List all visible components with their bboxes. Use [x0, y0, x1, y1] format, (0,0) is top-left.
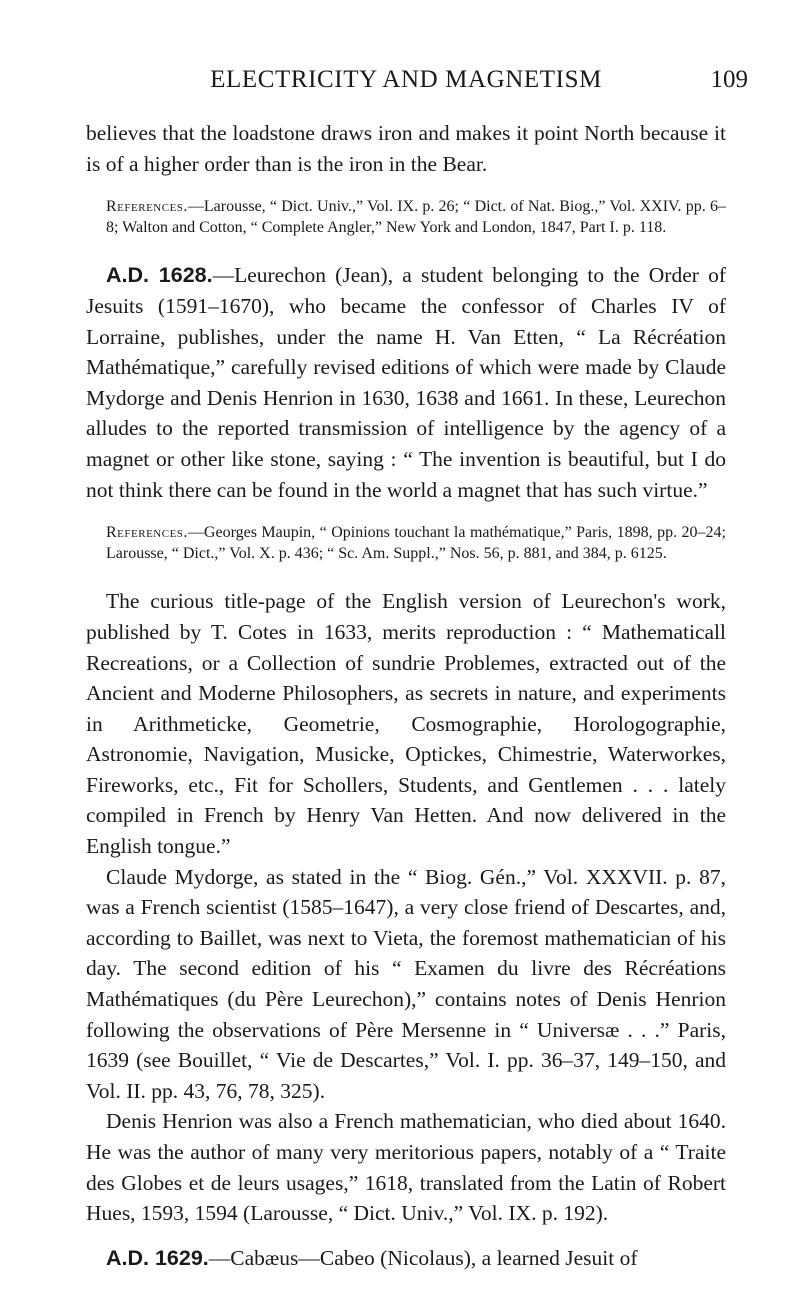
references-label: References. [106, 524, 188, 542]
running-title: ELECTRICITY AND MAGNETISM [210, 66, 602, 93]
references-block [86, 523, 726, 564]
page-header [86, 0, 748, 118]
entry-text: —Cabæus—Cabeo (Nicolaus), a learned Jesuit of [208, 1245, 638, 1270]
references-text: —Georges Maupin, “ Opinions touchant la mathématique,” Paris, 1898, pp. 20–24; Larousse, “ Dict.,” Vol. X. p. 436; “ Sc. Am. Suppl.,” Nos. 56, p. 881, and 384, p. 6125. [106, 524, 726, 562]
entry-1628 [86, 260, 726, 505]
entry-1629 [86, 1243, 726, 1274]
page-number: 109 [710, 66, 748, 93]
paragraph-title-page: The curious title-page of the English version of Leurechon's work, published by T. Cotes in 1633, merits reproduction : “ Mathematicall Recreations, or a Collection of sundrie Problemes, extracted out of the Ancient and Moderne Philosophers, as secrets in nature, and experiments in Arithmeticke, Geometrie, Cosmographie, Horologographie, Astronomie, Navigation, Musicke, Optickes, Chimestrie, Waterworkes, Fireworks, etc., Fit for Schollers, Students, and Gentlemen . . . lately compiled in French by Henry Van Hetten. And now delivered in the English tongue.” [86, 589, 726, 859]
paragraph-mydorge: Claude Mydorge, as stated in the “ Biog. Gén.,” Vol. XXXVII. p. 87, was a French scientist (1585–1647), a very close friend of Descartes, and, according to Baillet, was next to Vieta, the foremost mathematician of his day. The second edition of his “ Examen du livre des Récréations Mathématiques (du Père Leurechon),” contains notes of Denis Henrion following the observations of Père Mersenne in “ Universæ . . .” Paris, 1639 (see Bouillet, “ Vie de Descartes,” Vol. I. pp. 36–37, 149–150, and Vol. II. pp. 43, 76, 78, 325). [86, 864, 726, 1103]
references-block [86, 197, 726, 238]
paragraph-henrion: Denis Henrion was also a French mathematician, who died about 1640. He was the author of many very meritorious papers, notably of a “ Traite des Globes et de leurs usages,” 1618, translated from the Latin of Robert Hues, 1593, 1594 (Larousse, “ Dict. Univ.,” Vol. IX. p. 192). [86, 1109, 726, 1226]
references-text: —Larousse, “ Dict. Univ.,” Vol. IX. p. 26; “ Dict. of Nat. Biog.,” Vol. XXIV. pp. 6–8; Walton and Cotton, “ Complete Angler,” New York and London, 1847, Part I. p. 118. [106, 198, 726, 236]
entry-year: A.D. 1628. [106, 263, 213, 288]
references-label: References. [106, 198, 188, 216]
entry-year: A.D. 1629. [106, 1245, 209, 1270]
entry-text: —Leurechon (Jean), a student belonging to the Order of Jesuits (1591–1670), who became the confessor of Charles IV of Lorraine, publishes, under the name H. Van Etten, “ La Récréation Mathématique,” carefully revised editions of which were made by Claude Mydorge and Denis Henrion in 1630, 1638 and 1661. In these, Leurechon alludes to the reported transmission of intelligence by the agency of a magnet or other like stone, saying : “ The invention is beautiful, but I do not think there can be found in the world a magnet that has such virtue.” [86, 263, 726, 502]
book-page [86, 0, 748, 1273]
paragraph-continuation: believes that the loadstone draws iron and makes it point North because it is of a higher order than is the iron in the Bear. [86, 121, 726, 176]
